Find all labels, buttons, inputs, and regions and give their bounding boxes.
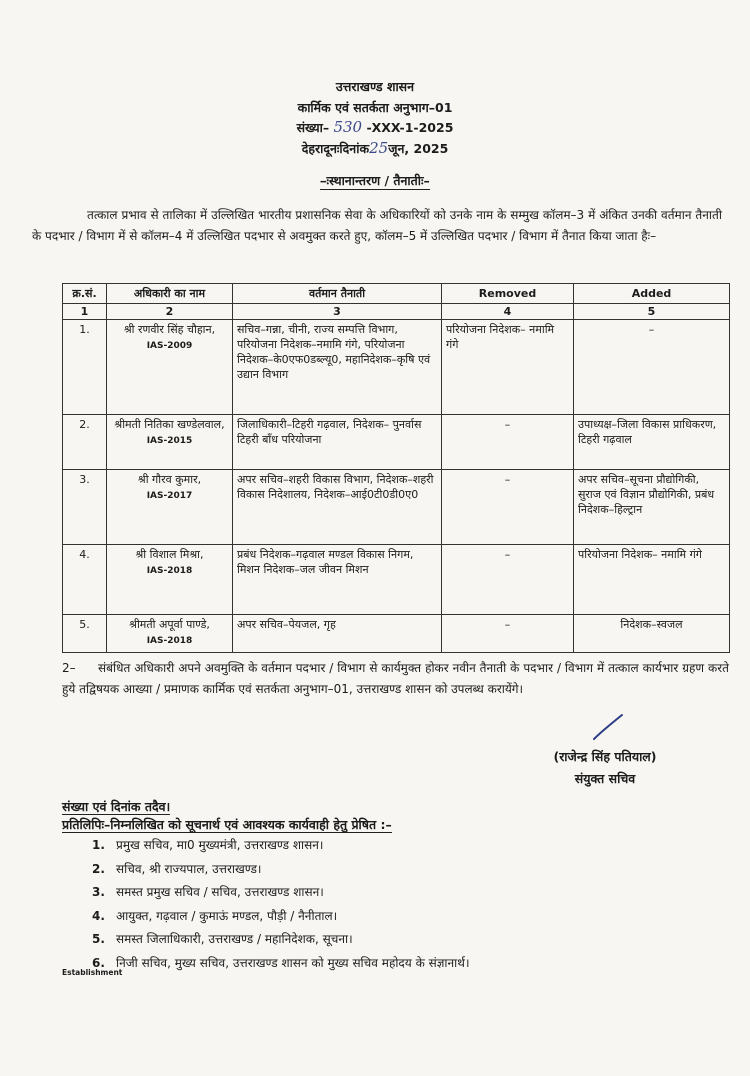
officer-batch: IAS-2018: [146, 636, 193, 646]
serial-cell: 1.: [63, 320, 107, 415]
transfer-table: [62, 283, 730, 653]
list-item: [92, 881, 470, 905]
current-posting-cell: अपर सचिव–पेयजल, गृह: [233, 615, 442, 653]
same-number-date: [62, 798, 170, 815]
order-number-handwritten: 530: [333, 118, 363, 136]
serial-cell: 5.: [63, 615, 107, 653]
list-item: [92, 928, 470, 952]
header-added: Added: [574, 284, 730, 304]
table-row: [63, 615, 730, 653]
added-cell: –: [574, 320, 730, 415]
order-number: [0, 118, 750, 136]
list-item-number: 6.: [92, 955, 105, 970]
footer-establishment: Establishment: [62, 968, 123, 977]
order-date-prefix: देहरादूनःदिनांक: [301, 141, 370, 156]
list-item: [92, 905, 470, 929]
order-title: [0, 172, 750, 189]
serial-cell: 4.: [63, 545, 107, 615]
removed-cell: –: [442, 615, 574, 653]
header-current-posting: वर्तमान तैनाती: [233, 284, 442, 304]
removed-cell: –: [442, 545, 574, 615]
officer-name: श्रीमती अपूर्वा पाण्डे,: [129, 618, 210, 631]
column-number: 2: [107, 304, 233, 320]
paragraph-2-text: संबंधित अधिकारी अपने अवमुक्ति के वर्तमान पदभार / विभाग से कार्यमुक्त होकर नवीन तैनाती के पदभार / विभाग में तत्काल कार्यभार ग्रहण करते हुये तद्विषयक आख्या / प्रमाणक कार्मिक एवं सतर्कता अनुभाग–01, उत्तराखण्ड शासन को उपलब्ध करायेंगे।: [62, 661, 729, 696]
officer-batch: IAS-2015: [146, 436, 193, 446]
list-item-text: आयुक्त, गढ़वाल / कुमाऊं मण्डल, पौड़ी / नैनीताल।: [116, 908, 338, 923]
list-item-text: सचिव, श्री राज्यपाल, उत्तराखण्ड।: [116, 861, 262, 876]
list-item: [92, 834, 470, 858]
paragraph-2: [62, 658, 729, 700]
current-posting-cell: अपर सचिव–शहरी विकास विभाग, निदेशक–शहरी विकास निदेशालय, निदेशक–आई0टी0डी0ए0: [233, 470, 442, 545]
copy-recipient-list: [92, 834, 470, 975]
copy-to-heading-text: प्रतिलिपिः–निम्नलिखित को सूचनार्थ एवं आवश्यक कार्यवाही हेतु प्रेषित :–: [62, 817, 392, 832]
officer-cell: [107, 415, 233, 470]
current-posting-cell: प्रबंध निदेशक–गढ़वाल मण्डल विकास निगम, मिशन निदेशक–जल जीवन मिशन: [233, 545, 442, 615]
officer-batch: IAS-2009: [146, 341, 193, 351]
column-number: 4: [442, 304, 574, 320]
signatory-name: (राजेन्द्र सिंह पतियाल): [553, 749, 657, 764]
list-item-number: 3.: [92, 885, 105, 899]
order-date-suffix: जून, 2025: [388, 141, 449, 156]
signature-mark: [590, 713, 624, 741]
intro-paragraph: तत्काल प्रभाव से तालिका में उल्लिखित भारतीय प्रशासनिक सेवा के अधिकारियों को उनके नाम के सम्मुख कॉलम–3 में अंकित उनकी वर्तमान तैनाती के पदभार / विभाग में से कॉलम–4 में उल्लिखित पदभार से अवमुक्त करते हुए, कॉलम–5 में उल्लिखित पदभार / विभाग में तैनात किया जाता हैः–: [32, 208, 722, 243]
order-date-handwritten: 25: [369, 139, 389, 157]
list-item-text: निजी सचिव, मुख्य सचिव, उत्तराखण्ड शासन को मुख्य सचिव महोदय के संज्ञानार्थ।: [116, 955, 470, 970]
serial-cell: 2.: [63, 415, 107, 470]
column-number-row: [63, 304, 730, 320]
govt-name: उत्तराखण्ड शासन: [335, 79, 415, 94]
removed-cell: –: [442, 415, 574, 470]
header-removed: Removed: [442, 284, 574, 304]
list-item-number: 5.: [92, 932, 105, 946]
list-item-text: समस्त जिलाधिकारी, उत्तराखण्ड / महानिदेशक, सूचना।: [116, 932, 353, 946]
current-posting-cell: सचिव–गन्ना, चीनी, राज्य सम्पत्ति विभाग, परियोजना निदेशक–नमामि गंगे, परियोजना निदेशक–के0एफ0डब्ल्यू0, महानिदेशक–कृषि एवं उद्यान विभाग: [233, 320, 442, 415]
table-row: [63, 415, 730, 470]
order-number-prefix: संख्या–: [296, 120, 330, 135]
officer-name: श्री रणवीर सिंह चौहान,: [123, 323, 216, 336]
list-item: [92, 858, 470, 882]
serial-cell: 3.: [63, 470, 107, 545]
list-item-text: प्रमुख सचिव, मा0 मुख्यमंत्री, उत्तराखण्ड शासन।: [116, 838, 324, 852]
officer-cell: [107, 320, 233, 415]
signatory-designation: संयुक्त सचिव: [574, 771, 636, 786]
table-row: [63, 545, 730, 615]
removed-cell: –: [442, 470, 574, 545]
added-cell: निदेशक–स्वजल: [574, 615, 730, 653]
order-date: [0, 139, 750, 157]
officer-batch: IAS-2017: [146, 491, 193, 501]
current-posting-cell: जिलाधिकारी–टिहरी गढ़वाल, निदेशक– पुनर्वास टिहरी बाँध परियोजना: [233, 415, 442, 470]
list-item-text: समस्त प्रमुख सचिव / सचिव, उत्तराखण्ड शासन।: [116, 885, 324, 899]
officer-name: श्री विशाल मिश्रा,: [135, 548, 204, 561]
officer-cell: [107, 470, 233, 545]
column-number: 5: [574, 304, 730, 320]
list-item-number: 1.: [92, 838, 105, 852]
table-row: [63, 470, 730, 545]
officer-name: श्रीमती नितिका खण्डेलवाल,: [114, 418, 225, 431]
added-cell: उपाध्यक्ष–जिला विकास प्राधिकरण, टिहरी गढ़वाल: [574, 415, 730, 470]
table-row: [63, 320, 730, 415]
same-number-date-text: संख्या एवं दिनांक तदैव।: [62, 799, 171, 814]
list-item-number: 4.: [92, 908, 105, 923]
officer-name: श्री गौरव कुमार,: [137, 473, 202, 486]
header-serial: क्र.सं.: [63, 284, 107, 304]
officer-batch: IAS-2018: [146, 566, 193, 576]
list-item: [92, 952, 470, 976]
order-number-suffix: -XXX-1-2025: [366, 120, 454, 135]
department-name: कार्मिक एवं सतर्कता अनुभाग–01: [297, 100, 453, 115]
added-cell: परियोजना निदेशक– नमामि गंगे: [574, 545, 730, 615]
list-item-number: 2.: [92, 861, 105, 876]
removed-cell: परियोजना निदेशक– नमामि गंगे: [442, 320, 574, 415]
copy-to-heading: [62, 816, 392, 833]
paragraph-2-number: 2–: [62, 661, 76, 675]
officer-cell: [107, 615, 233, 653]
header-officer-name: अधिकारी का नाम: [107, 284, 233, 304]
added-cell: अपर सचिव–सूचना प्रौद्योगिकी, सुराज एवं विज्ञान प्रौद्योगिकी, प्रबंध निदेशक–हिल्ट्रान: [574, 470, 730, 545]
column-number: 3: [233, 304, 442, 320]
column-number: 1: [63, 304, 107, 320]
order-title-text: –ःस्थानान्तरण / तैनातीः–: [320, 173, 430, 188]
officer-cell: [107, 545, 233, 615]
table-header-row: [63, 284, 730, 304]
